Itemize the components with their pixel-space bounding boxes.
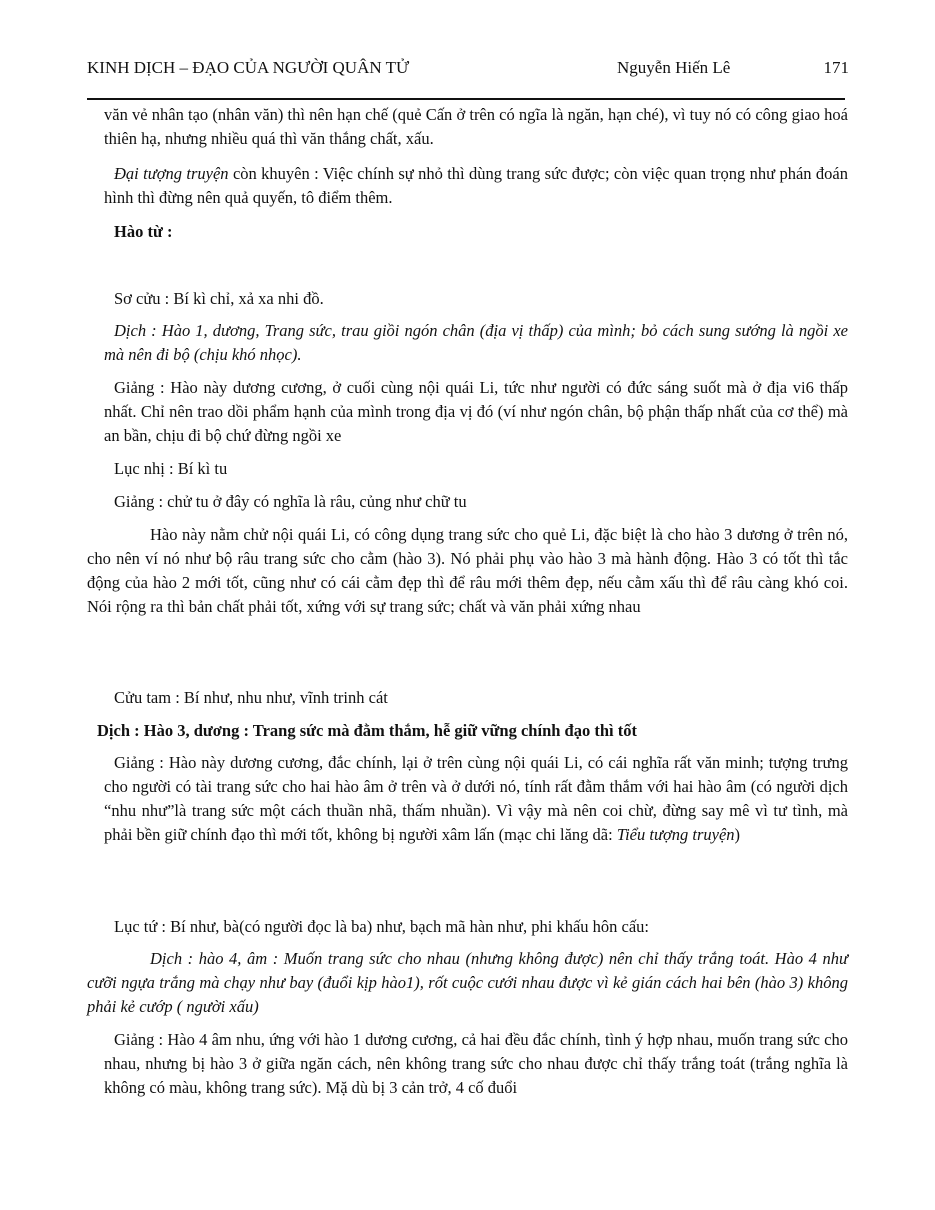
page-header [87,58,849,82]
giang-hao-3-text: Giảng : Hào này dương cương, đắc chính, lại ở trên cùng nội quái Li, có cái nghĩa rất văn minh; tượng trưng cho người có tài trang sức cho hai hào âm ở trên và ở dưới nó, tính rất đằm thắm với hai hào âm (có người dịch “nhu như”là trang sức một cách thuần nhã, thấm nhuần). Vì vậy mà nên coi chừ, đừng say mê vì tư tình, mà phải bền giữ chính đạo thì mới tốt, không bị người xâm lấn (mạc chi lăng dã: [104,753,848,844]
luc-tu-line: Lục tứ : Bí như, bà(có người đọc là ba) như, bạch mã hàn như, phi khấu hôn cấu: [114,917,650,936]
running-title: KINH DỊCH – ĐẠO CỦA NGƯỜI QUÂN TỬ [87,58,410,77]
giang-hao-2-intro: Giảng : chử tu ở đây có nghĩa là râu, củng như chữ tu [114,492,467,511]
dich-hao-1: Dịch : Hào 1, dương, Trang sức, trau giồi ngón chân (địa vị thấp) của mình; bỏ cách sung sướng là ngồi xe mà nên đi bộ (chịu khó nhọc). [104,321,848,364]
page-number: 171 [823,58,849,77]
dai-tuong-text: còn khuyên : Việc chính sự nhỏ thì dùng trang sức được; còn việc quan trọng như phán đoán hình thì đừng nên quả quyến, tô điểm thêm. [104,164,849,207]
dich-hao-4: Dịch : hào 4, âm : Muốn trang sức cho nhau (nhưng không được) nên chỉ thấy trắng toát. Hào 4 như cưỡi ngựa trắng mà chạy như bay (đuổi kịp hào1), rốt cuộc cưới nhau được vì kẻ gián cách hai bên (hào 3) không phải kẻ cướp ( người xấu) [87,949,848,1016]
giang-hao-3-end: ) [734,825,741,844]
dai-tuong-title: Đại tượng truyện [114,164,229,183]
giang-hao-2-body: Hào này nằm chử nội quái Li, có công dụng trang sức cho quẻ Li, đặc biệt là cho hào 3 dương ở trên nó, cho nên ví nó như bộ râu trang sức cho cằm (hào 3). Nó phải phụ vào hào 3 mà hành động. Hào 3 có tốt thì tắc động của hào 2 mới tốt, cũng như có cái cằm đẹp thì để râu mới thêm đẹp, nếu cằm xấu thì để râu càng khó coi. Nói rộng ra thì bản chất phải tốt, xứng với sự trang sức; chất và văn phải xứng nhau [87,525,848,616]
paragraph-dai-tuong [104,162,848,210]
so-cuu-line: Sơ cửu : Bí kì chỉ, xả xa nhi đồ. [114,289,324,308]
author-name: Nguyễn Hiến Lê [617,58,731,77]
header-divider [87,98,845,100]
tieu-tuong-title: Tiểu tượng truyện [616,825,735,844]
giang-hao-3 [104,751,848,847]
paragraph-intro: văn vẻ nhân tạo (nhân văn) thì nên hạn chế (quẻ Cấn ở trên có ngĩa là ngăn, hạn ché), vì tuy nó có công giao hoá thiên hạ, nhưng nhiều quá thì văn thắng chất, xấu. [104,105,848,148]
dich-hao-3: Dịch : Hào 3, dương : Trang sức mà đằm thắm, hễ giữ vững chính đạo thì tốt [97,721,637,740]
giang-hao-4: Giảng : Hào 4 âm nhu, ứng với hào 1 dương cương, cả hai đều đắc chính, tình ý hợp nhau, muốn trang sức cho nhau, nhưng bị hào 3 ở giữa ngăn cách, nên không trang sức cho nhau được chỉ thấy trắng toát (trắng nghĩa là không có màu, không trang sức). Mặ dù bị 3 cản trở, 4 cố đuổi [104,1030,848,1097]
hao-tu-heading: Hào từ : [114,222,173,241]
cuu-tam-line: Cửu tam : Bí như, nhu như, vĩnh trinh cát [114,688,388,707]
giang-hao-1: Giảng : Hào này dương cương, ở cuối cùng nội quái Li, tức như người có đức sáng suốt mà ở địa vi6 thấp nhất. Chỉ nên trao dồi phẩm hạnh của mình trong địa vị đó (ví như ngón chân, bộ phận thấp nhất của cơ thể) mà an bần, chịu đi bộ chứ đừng ngồi xe [104,378,848,445]
luc-nhi-line: Lục nhị : Bí kì tu [114,459,228,478]
